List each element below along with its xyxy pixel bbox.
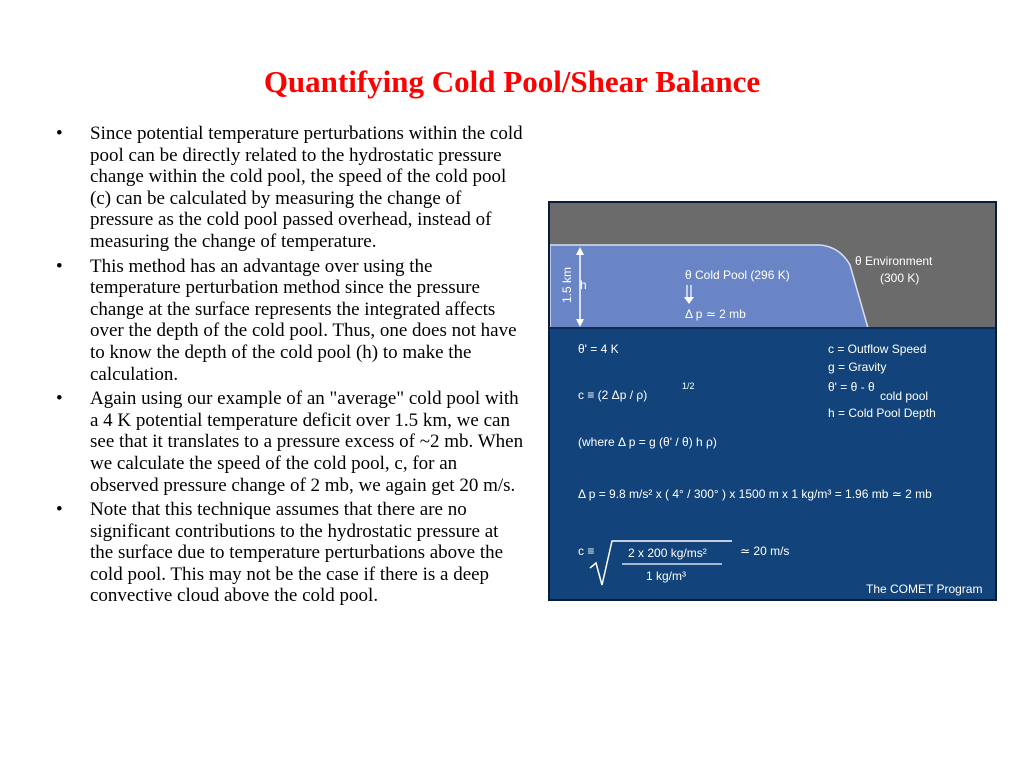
bullet-item (54, 499, 524, 607)
bullet-text: This method has an advantage over using the temperature perturbation method since the pressure change at the surface represents the integrated affects over the depth of the cold pool. Thus, one does not have to know the depth of the cold pool (h) to make the calculation. (90, 255, 517, 385)
environment-temp: (300 K) (880, 271, 920, 285)
environment-label: θ Environment (855, 254, 933, 268)
bullet-list (54, 123, 524, 610)
bullet-text: Again using our example of an "average" cold pool with a 4 K potential temperature deficit over 1.5 km, we can see that it translates to a pressure excess of ~2 mb. When we calculate the speed of the cold pool, c, for an observed pressure change of 2 mb, we again get 20 m/s. (90, 388, 524, 496)
cold-pool-diagram (550, 203, 995, 599)
legend-item: θ' = θ - θ (828, 380, 875, 394)
c-exponent: 1/2 (682, 381, 695, 391)
depth-label: 1.5 km (560, 266, 574, 303)
bullet-symbol: • (56, 255, 63, 277)
bullet-item (54, 123, 524, 253)
c-result-prefix: c ≡ (578, 544, 595, 558)
bullet-symbol: • (56, 123, 63, 144)
cold-pool-figure (548, 201, 997, 601)
bullet-text: Since potential temperature perturbations within the cold pool can be directly related to the hydrostatic pressure change within the cold pool, the speed of the cold pool (c) can be calculated by measuring the change of pressure as the cold pool passed overhead, instead of measuring the change of temperature. (90, 123, 523, 252)
legend-subscript: cold pool (880, 389, 929, 403)
bullet-item (54, 388, 524, 496)
c-equation: c ≡ (2 Δp / ρ) (578, 388, 648, 402)
bullet-item (54, 256, 524, 386)
h-label: h (580, 278, 587, 292)
delta-p-equation: Δ p = 9.8 m/s² x ( 4° / 300° ) x 1500 m x 1 kg/m³ = 1.96 mb ≃ 2 mb (578, 487, 932, 501)
c-result-numerator: 2 x 200 kg/ms² (628, 546, 707, 560)
legend-item: h = Cold Pool Depth (828, 406, 936, 420)
where-equation: (where Δ p = g (θ' / θ) h ρ) (578, 435, 717, 449)
bullet-text: Note that this technique assumes that there are no significant contributions to the hydrostatic pressure at the surface due to temperature perturbations above the cold pool. This may not be the case if there is a deep convective cloud above the cold pool. (90, 499, 504, 607)
theta-prime-equation: θ' = 4 K (578, 342, 619, 356)
bullet-symbol: • (56, 499, 63, 521)
c-result-denominator: 1 kg/m³ (646, 569, 687, 583)
legend-item: g = Gravity (828, 360, 887, 374)
credit-label: The COMET Program (866, 582, 983, 596)
slide-title: Quantifying Cold Pool/Shear Balance (263, 64, 761, 99)
legend-item: c = Outflow Speed (828, 342, 927, 356)
c-result-value: ≃ 20 m/s (740, 544, 790, 558)
delta-p-label: Δ p ≃ 2 mb (685, 307, 746, 321)
cold-pool-label: θ Cold Pool (296 K) (685, 268, 790, 282)
bullet-symbol: • (56, 388, 63, 410)
